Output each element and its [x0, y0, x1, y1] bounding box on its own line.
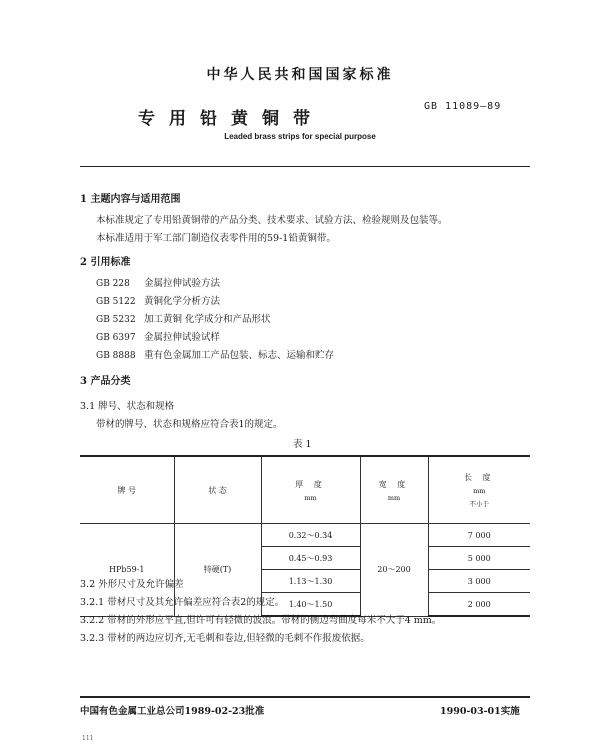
table-row — [80, 524, 530, 547]
reference-item — [96, 329, 220, 343]
header-width-unit: mm — [387, 493, 401, 502]
header-length-label: 长 度 — [463, 473, 495, 482]
standard-number: GB 11089—89 — [424, 101, 502, 112]
header-thickness-unit: mm — [304, 493, 317, 502]
reference-code: GB 228 — [96, 279, 130, 289]
header-length-note: 不小于 — [469, 500, 489, 508]
section-3-2-item: 3.2.1 带材尺寸及其允许偏差应符合表2的规定。 — [80, 597, 285, 608]
reference-item — [96, 275, 220, 289]
length-cell: 7 000 — [428, 524, 530, 547]
thickness-cell: 1.40～1.50 — [261, 593, 360, 617]
reference-code: GB 8888 — [96, 351, 136, 361]
reference-title: 重有色金属加工产品包装、标志、运输和贮存 — [144, 350, 335, 361]
header-width-label: 宽 度 — [378, 479, 410, 489]
table-header-row — [80, 456, 530, 524]
nation-standard-header: 中华人民共和国国家标准 — [206, 67, 394, 83]
header-width — [360, 456, 428, 524]
thickness-cell: 0.45～0.93 — [261, 547, 360, 570]
grade-cell: HPb59-1 — [80, 524, 174, 617]
length-cell: 2 000 — [428, 593, 530, 617]
section-3-2-item: 3.2.2 带材的外形应平直,但许可有轻微的波浪。带材的侧边弯曲度每米不大于4 mm。 — [80, 615, 442, 626]
reference-code: GB 5232 — [96, 315, 136, 325]
spec-table — [80, 455, 530, 617]
header-length-unit: mm — [473, 487, 486, 495]
length-cell: 3 000 — [428, 570, 530, 593]
effective-date: 1990-03-01实施 — [440, 706, 520, 717]
reference-title: 金属拉伸试验试样 — [144, 332, 221, 343]
reference-code: GB 5122 — [96, 297, 136, 307]
reference-title: 加工黄铜 化学成分和产品形状 — [144, 314, 271, 325]
reference-item — [96, 347, 334, 361]
approval-line: 中国有色金属工业总公司1989-02-23批准 — [80, 706, 265, 717]
header-thickness-label: 厚 度 — [295, 479, 326, 489]
header-divider — [80, 166, 530, 167]
english-subtitle: Leaded brass strips for special purpose — [224, 132, 376, 141]
section-3-1-heading: 3.1 牌号、状态和规格 — [80, 401, 175, 412]
reference-item — [96, 311, 271, 325]
section-2-heading: 2 引用标准 — [80, 257, 131, 268]
section-1-heading: 1 主题内容与适用范围 — [80, 194, 181, 205]
reference-code: GB 6397 — [96, 333, 136, 343]
header-grade: 牌 号 — [80, 456, 174, 524]
section-3-heading: 3 产品分类 — [80, 376, 131, 387]
length-cell: 5 000 — [428, 547, 530, 570]
page-mark: 111 — [82, 735, 94, 742]
reference-item — [96, 293, 220, 307]
thickness-cell: 0.32～0.34 — [261, 524, 360, 547]
footer-divider — [80, 696, 530, 698]
header-thickness — [261, 456, 360, 524]
table-caption: 表 1 — [293, 439, 312, 450]
section-1-paragraph-2: 本标准适用于军工部门制造仪表零件用的59-1铅黄铜带。 — [96, 233, 336, 244]
reference-title: 黄铜化学分析方法 — [144, 296, 221, 307]
section-3-2-item: 3.2.3 带材的两边应切齐,无毛刺和卷边,但轻微的毛刺不作报废依据。 — [80, 633, 370, 644]
header-temper: 状 态 — [174, 456, 261, 524]
reference-title: 金属拉伸试验方法 — [144, 278, 221, 289]
section-1-paragraph-1: 本标准规定了专用铅黄铜带的产品分类、技术要求、试验方法、检验规则及包装等。 — [96, 215, 448, 226]
section-3-2-heading: 3.2 外形尺寸及允许偏差 — [80, 579, 184, 590]
section-3-1-text: 带材的牌号、状态和规格应符合表1的规定。 — [96, 419, 283, 430]
width-cell: 20～200 — [360, 524, 428, 617]
temper-cell: 特硬(T) — [174, 524, 261, 617]
thickness-cell: 1.13～1.30 — [261, 570, 360, 593]
standard-title: 专用铅黄铜带 — [138, 109, 324, 129]
header-length — [428, 456, 530, 524]
